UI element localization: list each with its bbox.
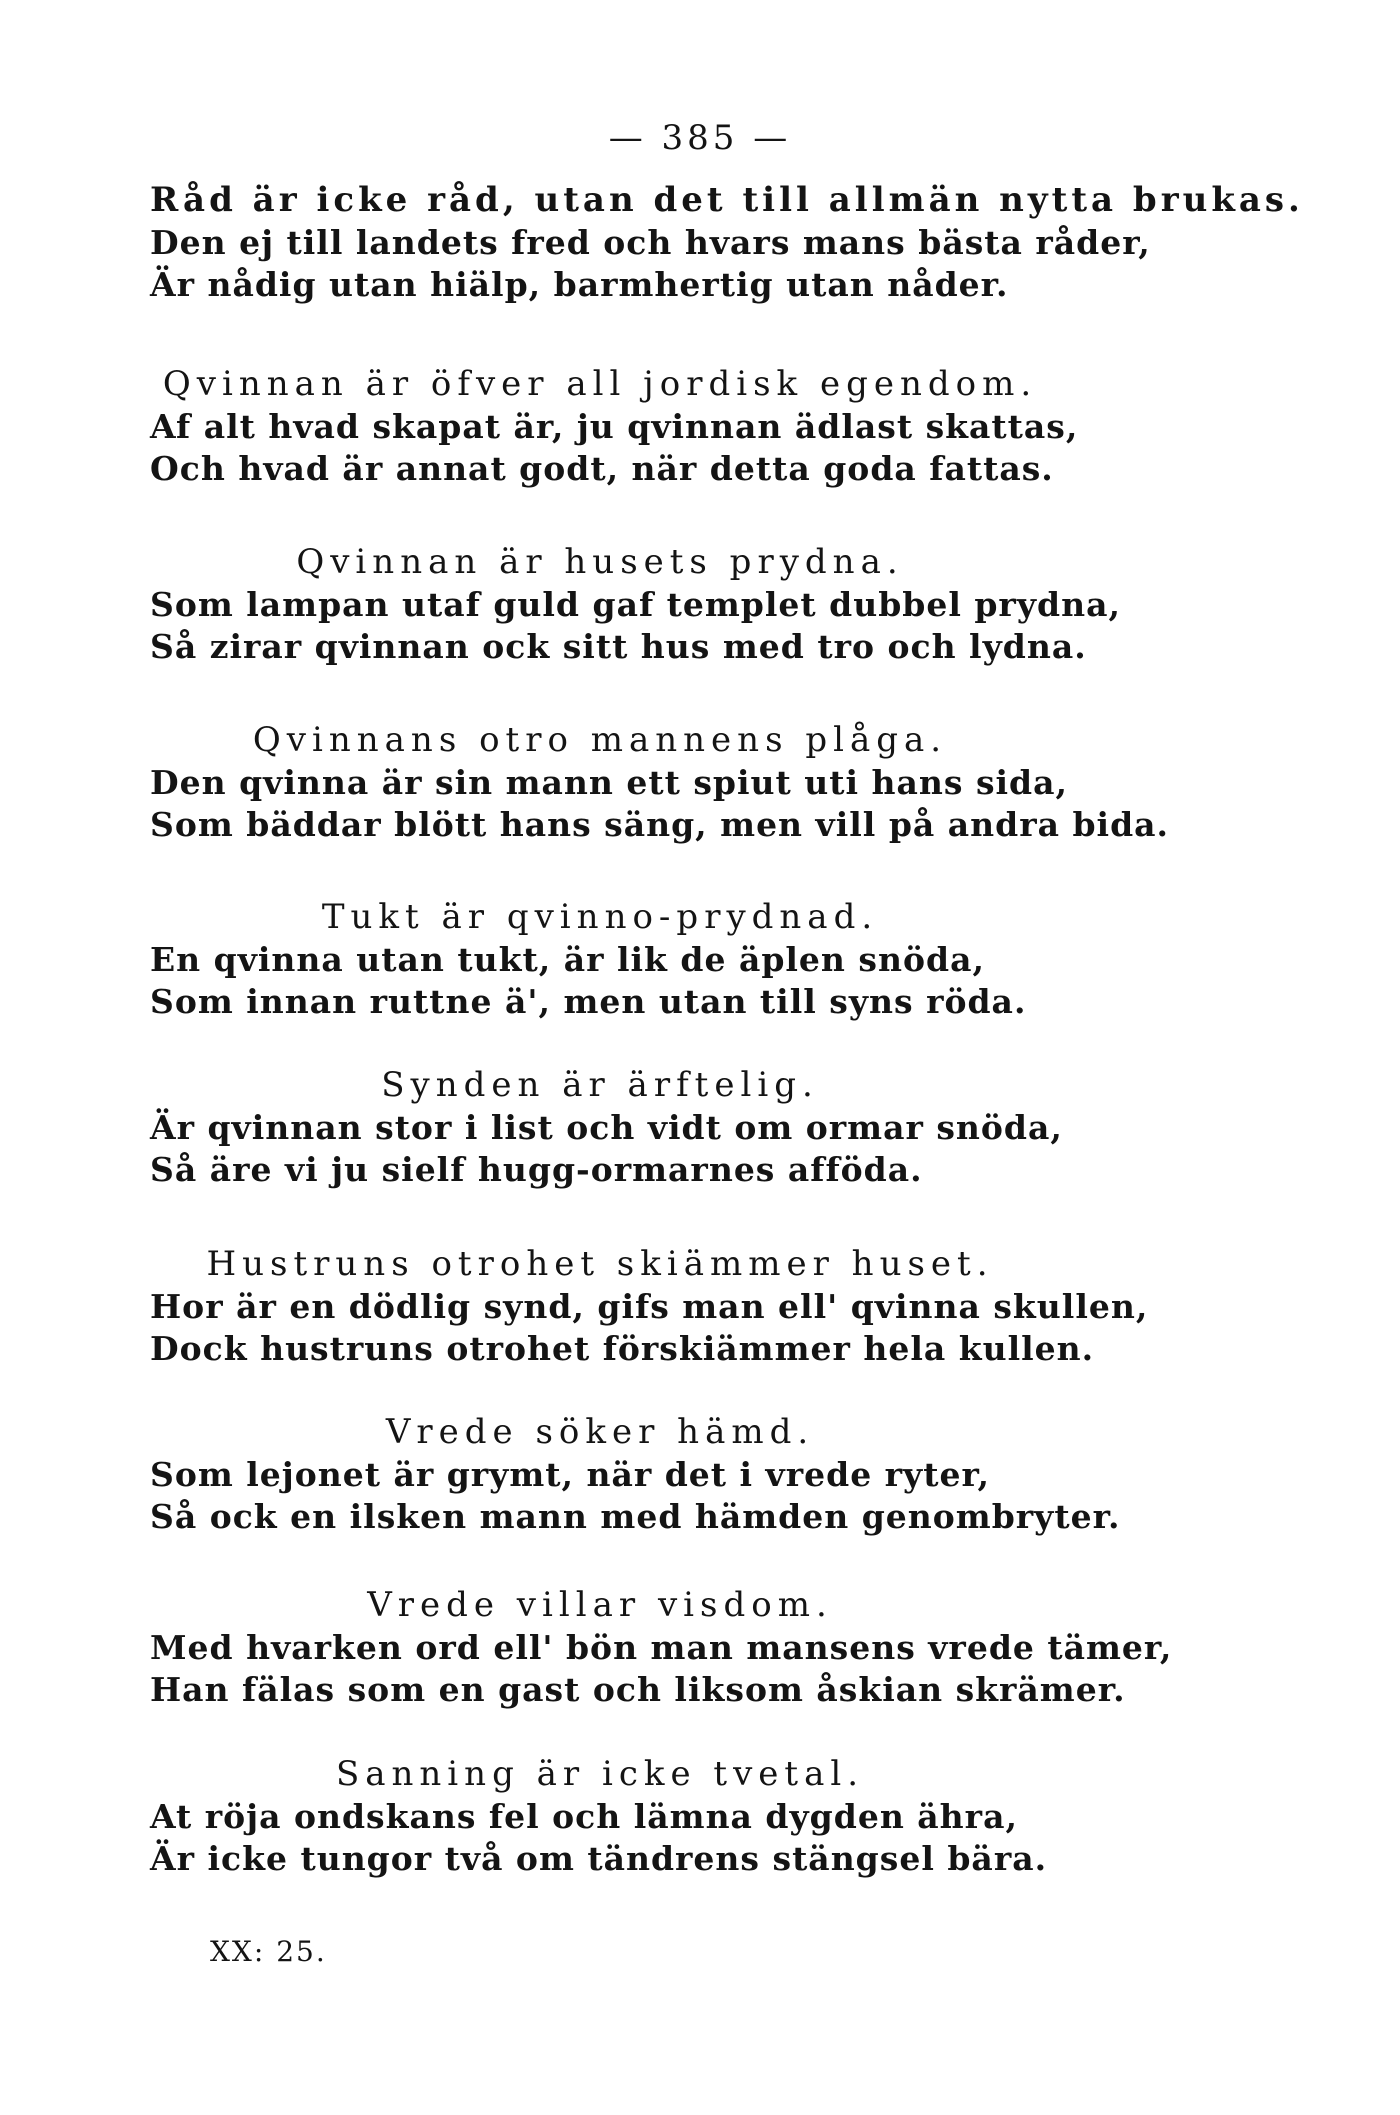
stanza-7 [150, 1242, 1300, 1370]
verse-line: Med hvarken ord ell' bön man mansens vrede tämer, [150, 1628, 1173, 1667]
footer-reference: XX: 25. [210, 1935, 327, 1968]
verse-line: Är nådig utan hiälp, barmhertig utan nåder. [150, 265, 1009, 304]
stanza-heading: Vrede villar visdom. [367, 1585, 833, 1625]
verse-line: Så zirar qvinnan ock sitt hus med tro och lydna. [150, 627, 1087, 666]
stanza-10 [150, 1752, 1300, 1880]
verse-line: Som lejonet är grymt, när det i vrede ryter, [150, 1455, 990, 1494]
stanza-heading: Sanning är icke tvetal. [335, 1754, 865, 1794]
verse-line: Hor är en dödlig synd, gifs man ell' qvinna skullen, [150, 1287, 1149, 1326]
verse-line: Som innan ruttne ä', men utan till syns röda. [150, 982, 1027, 1021]
verse-line: Af alt hvad skapat är, ju qvinnan ädlast skattas, [150, 407, 1079, 446]
verse-line: Som lampan utaf guld gaf templet dubbel prydna, [150, 585, 1121, 624]
stanza-4 [150, 718, 1300, 846]
stanza-5 [150, 895, 1300, 1023]
verse-line: Den ej till landets fred och hvars mans bästa råder, [150, 223, 1151, 262]
verse-line: Den qvinna är sin mann ett spiut uti hans sida, [150, 763, 1069, 802]
stanza-heading: Qvinnans otro mannens plåga. [252, 720, 948, 760]
verse-line: Som bäddar blött hans säng, men vill på andra bida. [150, 805, 1170, 844]
stanza-2 [150, 362, 1300, 490]
stanza-heading: Synden är ärftelig. [381, 1065, 819, 1105]
stanza-9 [150, 1583, 1300, 1711]
stanza-heading: Tukt är qvinno-prydnad. [321, 897, 879, 937]
verse-line: Dock hustruns otrohet förskiämmer hela kullen. [150, 1329, 1095, 1368]
stanza-heading: Råd är icke råd, utan det till allmän nytta brukas. [150, 180, 1304, 220]
stanza-heading: Hustruns otrohet skiämmer huset. [206, 1244, 994, 1284]
stanza-8 [150, 1410, 1300, 1538]
verse-line: Han fälas som en gast och liksom åskian skrämer. [150, 1670, 1126, 1709]
stanza-1 [150, 178, 1304, 306]
page-number: — 385 — [608, 118, 792, 158]
stanza-6 [150, 1063, 1300, 1191]
verse-line: Är icke tungor två om tändrens stängsel bära. [150, 1839, 1048, 1878]
stanza-3 [150, 540, 1300, 668]
verse-line: En qvinna utan tukt, är lik de äplen snöda, [150, 940, 985, 979]
stanza-heading: Qvinnan är öfver all jordisk egendom. [162, 364, 1038, 404]
stanza-heading: Vrede söker hämd. [385, 1412, 815, 1452]
verse-line: At röja ondskans fel och lämna dygden ähra, [150, 1797, 1018, 1836]
stanza-heading: Qvinnan är husets prydna. [296, 542, 904, 582]
verse-line: Och hvad är annat godt, när detta goda fattas. [150, 449, 1054, 488]
verse-line: Så ock en ilsken mann med hämden genombryter. [150, 1497, 1121, 1536]
verse-line: Är qvinnan stor i list och vidt om ormar snöda, [150, 1108, 1063, 1147]
verse-line: Så äre vi ju sielf hugg-ormarnes afföda. [150, 1150, 923, 1189]
